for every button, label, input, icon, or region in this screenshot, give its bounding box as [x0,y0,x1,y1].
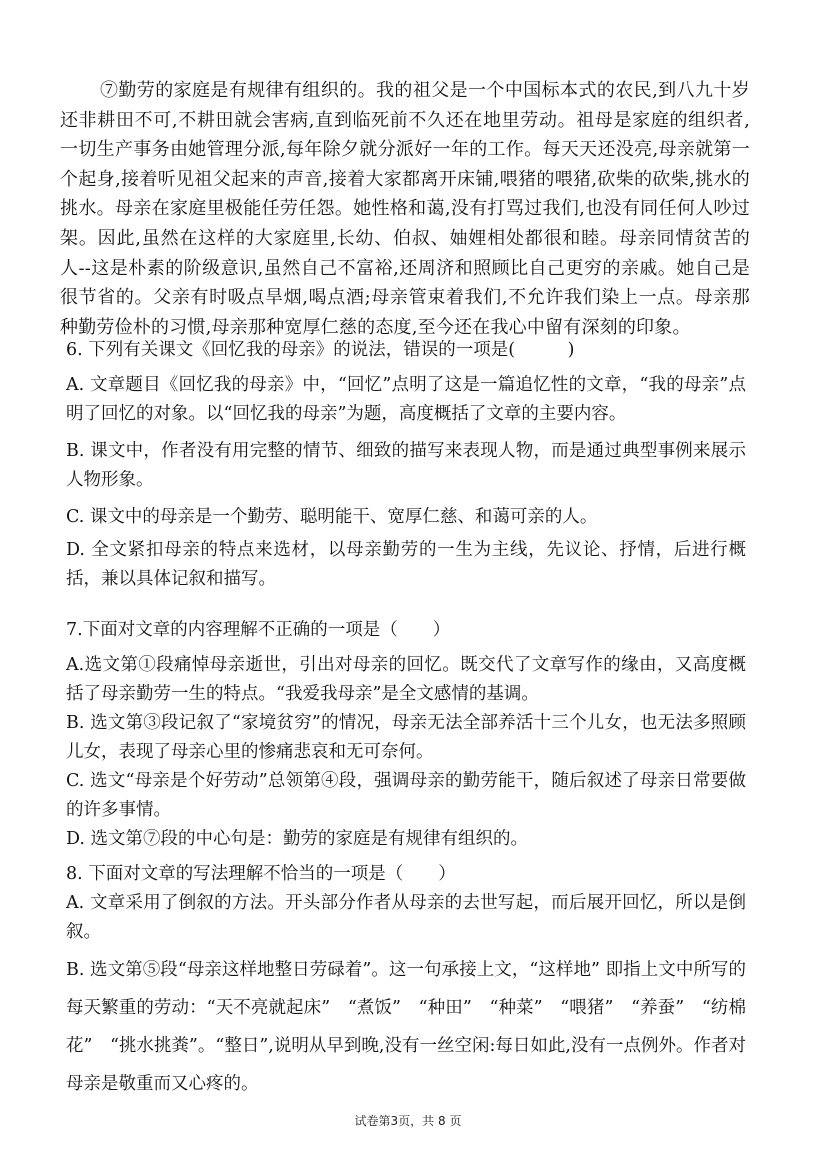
question-7-stem: 7.下面对文章的内容理解不正确的一项是（ ） [66,620,451,640]
question-8 [66,860,746,1107]
page-footer: 试卷第3页，共 8 页 [354,1114,462,1128]
question-6 [66,336,746,602]
question-6-option-a: A. 文章题目《回忆我的母亲》中，“回忆”点明了这是一篇追忆性的文章，“我的母亲”点明了回忆的对象。以“回忆我的母亲”为题，高度概括了文章的主要内容。 [66,375,747,424]
question-8-option-b: B. 选文第⑤段“母亲这样地整日劳碌着”。这一句承接上文，“这样地” 即指上文中所写的每天繁重的劳动：“天不亮就起床” “煮饭” “种田” “种菜” “喂猪” “养蚕” “纺棉花” “挑水挑粪”。“整日”,说明从早到晚,没有一丝空闲:每日如此,没有一点例外。作者对母亲是敬重而又心疼的。 [66,960,746,1094]
question-6-stem: 6. 下列有关课文《回忆我的母亲》的说法，错误的一项是( ) [66,340,575,360]
question-6-option-c: C. 课文中的母亲是一个勤劳、聪明能干、宽厚仁慈、和蔼可亲的人。 [66,507,598,527]
question-8-stem: 8. 下面对文章的写法理解不恰当的一项是（ ） [66,864,456,884]
question-6-option-d: D. 全文紧扣母亲的特点来选材，以母亲勤劳的一生为主线，先议论、抒情，后进行概括，兼以具体记叙和描写。 [66,540,746,589]
question-7-option-b: B. 选文第③段记叙了“家境贫穷”的情况，母亲无法全部养活十三个儿女，也无法多照顾儿女，表现了母亲心里的惨痛悲哀和无可奈何。 [66,713,746,762]
question-7 [66,616,746,854]
question-7-option-a: A.选文第①段痛悼母亲逝世，引出对母亲的回忆。既交代了文章写作的缘由，又高度概括了母亲勤劳一生的特点。“我爱我母亲”是全文感情的基调。 [66,655,746,704]
reading-passage: ⑦勤劳的家庭是有规律有组织的。我的祖父是一个中国标本式的农民,到八九十岁还非耕田不可,不耕田就会害病,直到临死前不久还在地里劳动。祖母是家庭的组织者,一切生产事务由她管理分派,每年除夕就分派好一年的工作。每天天还没亮,母亲就第一个起身,接着听见祖父起来的声音,接着大家都离开床铺,喂猪的喂猪,砍柴的砍柴,挑水的挑水。母亲在家庭里极能任劳任怨。她性格和蔼,没有打骂过我们,也没有同任何人吵过架。因此,虽然在这样的大家庭里,长幼、伯叔、妯娌相处都很和睦。母亲同情贫苦的人--这是朴素的阶级意识,虽然自己不富裕,还周济和照顾比自己更穷的亲戚。她自己是很节省的。父亲有时吸点旱烟,喝点酒;母亲管束着我们,不允许我们染上一点。母亲那种勤劳俭朴的习惯,母亲那种宽厚仁慈的态度,至今还在我心中留有深刻的印象。 [60,80,750,338]
question-8-option-a: A. 文章采用了倒叙的方法。开头部分作者从母亲的去世写起，而后展开回忆，所以是倒叙。 [66,893,746,942]
question-7-option-c: C. 选文“母亲是个好劳动”总领第④段，强调母亲的勤劳能干，随后叙述了母亲日常要做的许多事情。 [66,771,746,820]
question-6-option-b: B. 课文中，作者没有用完整的情节、细致的描写来表现人物，而是通过典型事例来展示人物形象。 [66,441,746,490]
question-7-option-d: D. 选文第⑦段的中心句是：勤劳的家庭是有规律有组织的。 [66,829,529,849]
